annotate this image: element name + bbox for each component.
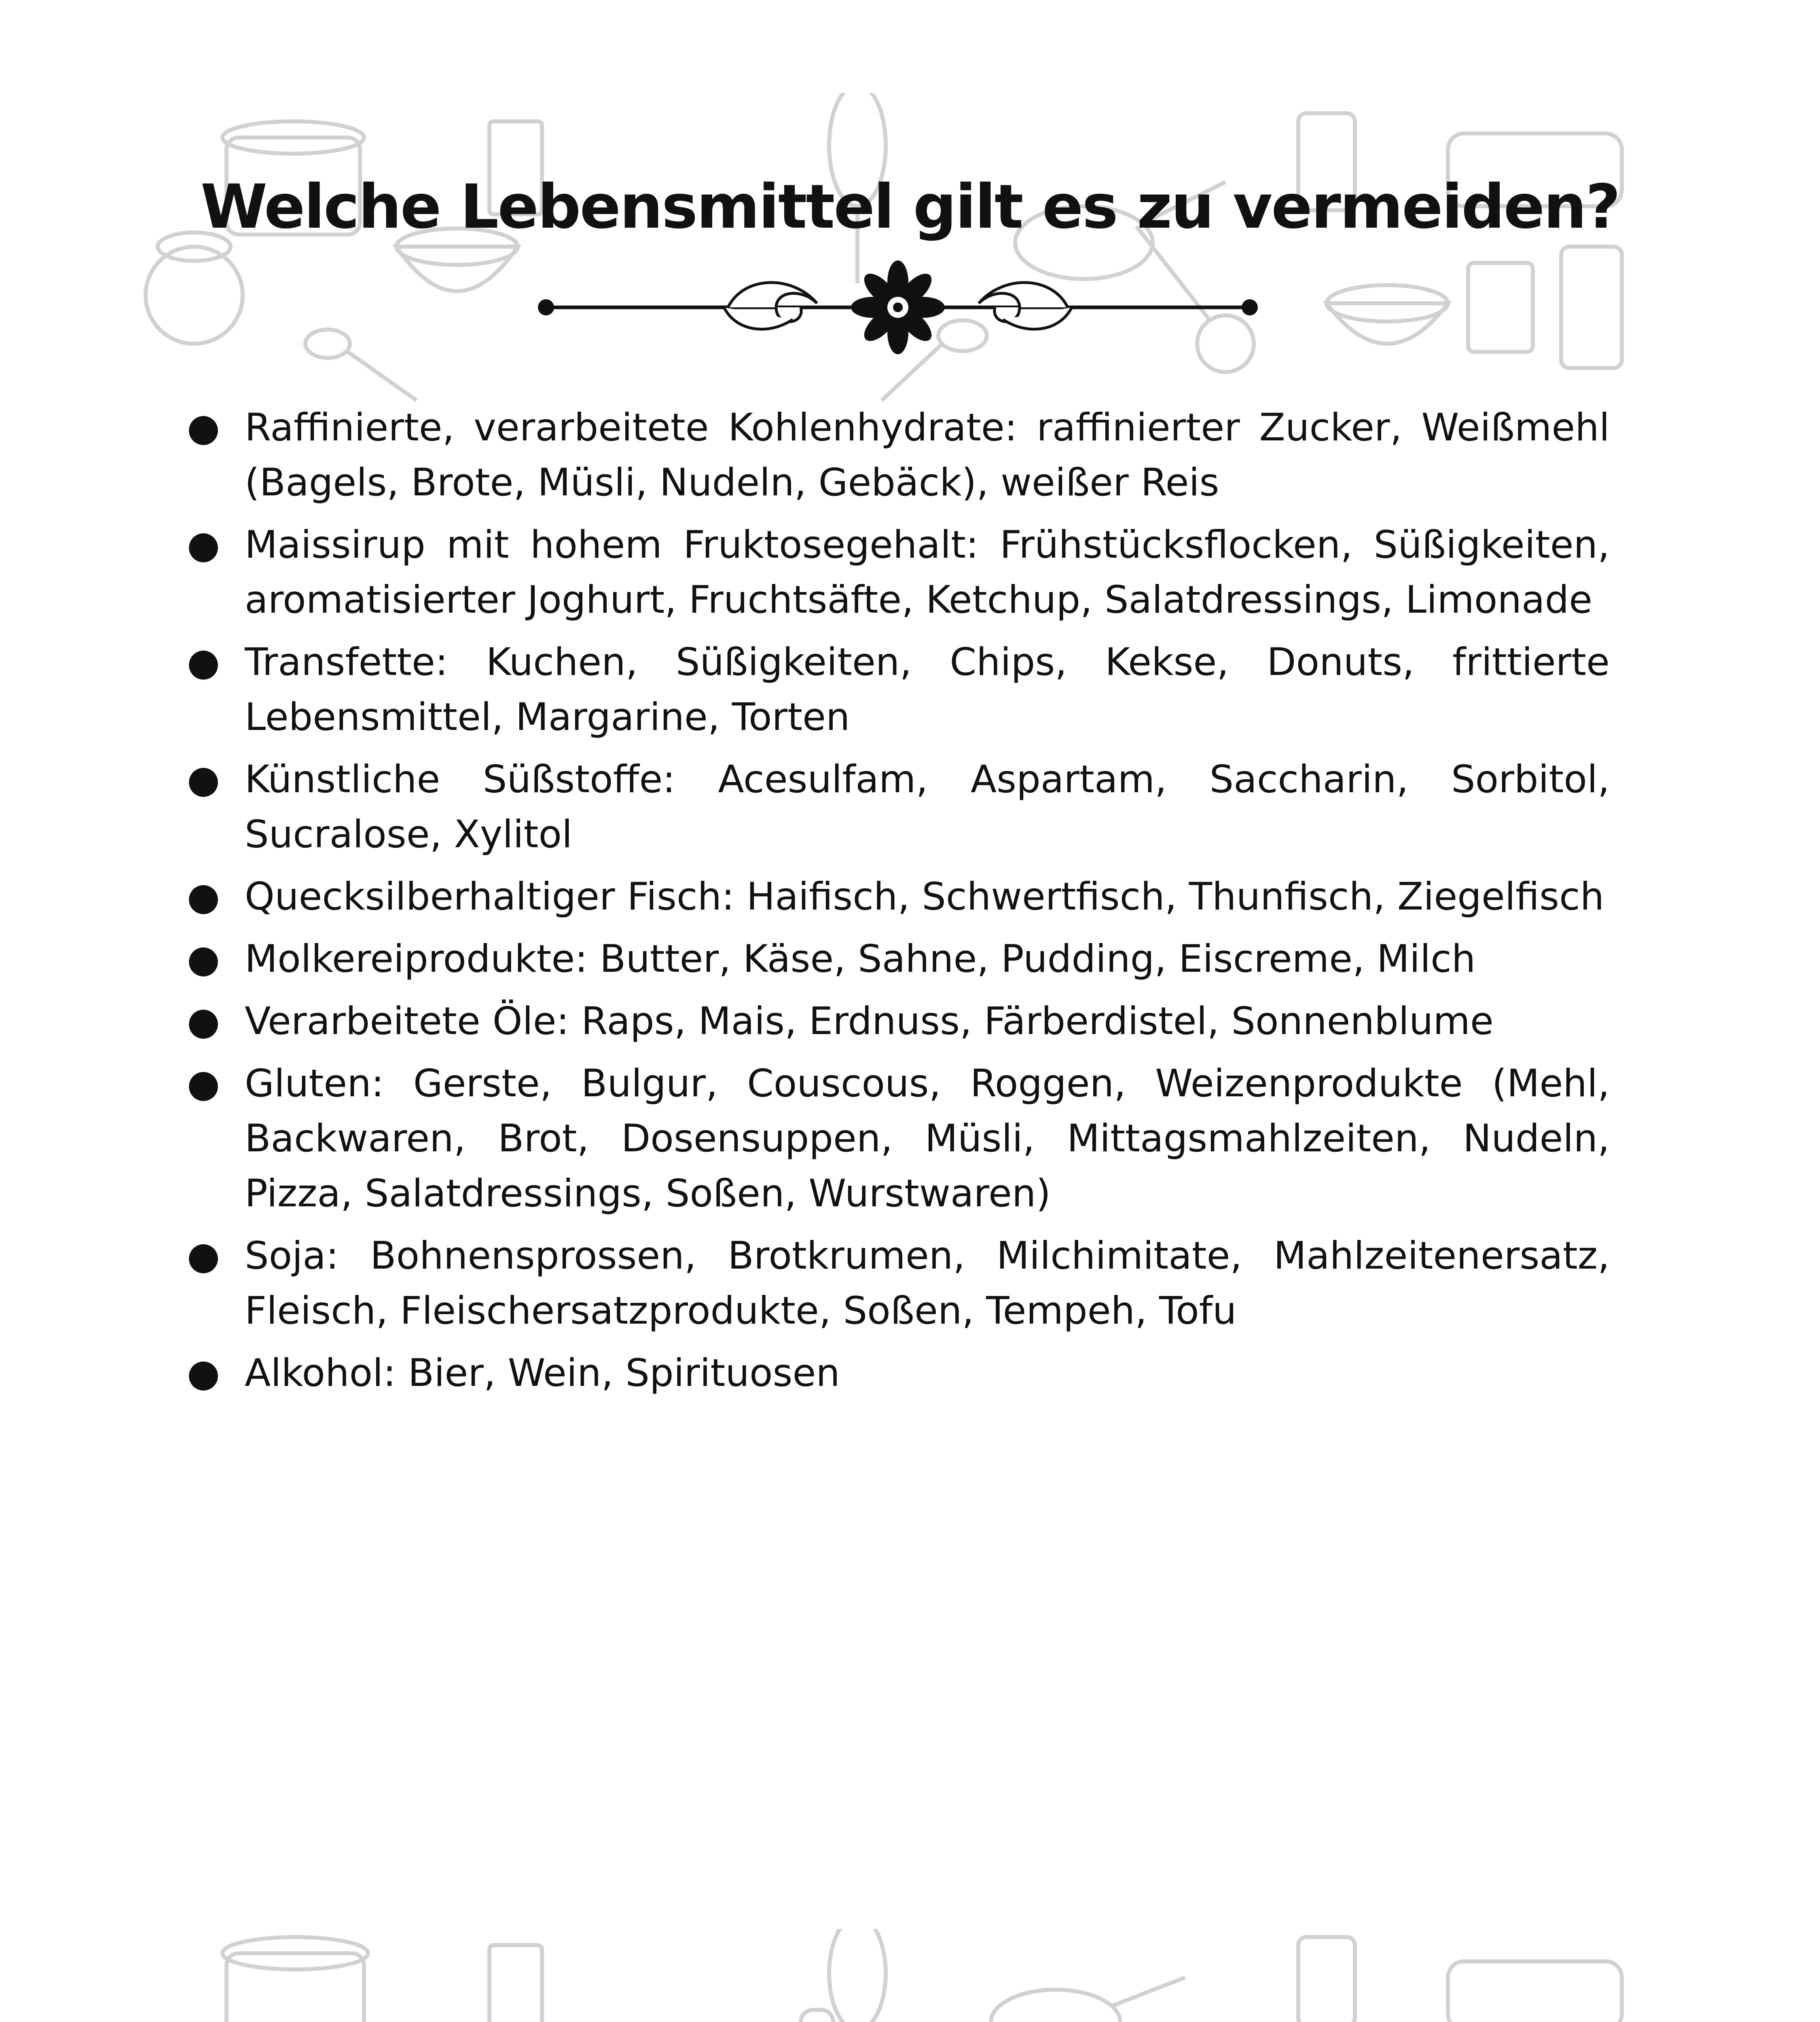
bullet-icon: ● <box>187 1351 220 1395</box>
list-item <box>178 869 1610 924</box>
bullet-icon: ● <box>187 999 220 1043</box>
list-item <box>178 518 1610 628</box>
kitchen-utensils-decoration-bottom <box>133 1929 1670 2022</box>
list-item-text: Gluten: Gerste, Bulgur, Couscous, Roggen, Weizenprodukte (Mehl, Backwaren, Brot, Dosensuppen, Müsli, Mittagsmahlzeiten, Nudeln, Pizza, Salatdressings, Soßen, Wurstwaren) <box>245 1062 1610 1216</box>
list-item-text: Soja: Bohnensprossen, Brotkrumen, Milchimitate, Mahlzeitenersatz, Fleisch, Fleischersatzprodukte, Soßen, Tempeh, Tofu <box>245 1234 1610 1333</box>
bullet-icon: ● <box>187 757 220 802</box>
list-item-text: Raffinierte, verarbeitete Kohlenhydrate: raffinierter Zucker, Weißmehl (Bagels, Brote, Müsli, Nudeln, Gebäck), weißer Reis <box>245 406 1610 505</box>
list-item <box>178 400 1610 510</box>
list-item-text: Verarbeitete Öle: Raps, Mais, Erdnuss, Färberdistel, Sonnenblume <box>245 999 1494 1043</box>
list-item <box>178 932 1610 987</box>
list-item <box>178 635 1610 745</box>
bullet-icon: ● <box>187 406 220 450</box>
list-item-text: Künstliche Süßstoffe: Acesulfam, Aspartam, Saccharin, Sorbitol, Sucralose, Xylitol <box>245 757 1610 857</box>
bullet-icon: ● <box>187 1234 220 1278</box>
list-item <box>178 1346 1610 1401</box>
content-area <box>178 400 1610 1408</box>
list-item-text: Quecksilberhaltiger Fisch: Haifisch, Schwertfisch, Thunfisch, Ziegelfisch <box>245 875 1604 919</box>
list-item <box>178 1056 1610 1221</box>
list-item <box>178 752 1610 862</box>
list-item-text: Alkohol: Bier, Wein, Spirituosen <box>245 1351 840 1395</box>
list-item <box>178 1229 1610 1339</box>
list-item-text: Molkereiprodukte: Butter, Käse, Sahne, Pudding, Eiscreme, Milch <box>245 937 1476 981</box>
list-item-text: Maissirup mit hohem Fruktosegehalt: Frühstücksflocken, Süßigkeiten, aromatisierter Joghurt, Fruchtsäfte, Ketchup, Salatdressings, Limonade <box>245 523 1610 622</box>
bullet-icon: ● <box>187 523 220 567</box>
list-item-text: Transfette: Kuchen, Süßigkeiten, Chips, Kekse, Donuts, frittierte Lebensmittel, Margarine, Torten <box>245 640 1610 739</box>
bullet-icon: ● <box>187 1062 220 1106</box>
bullet-icon: ● <box>187 937 220 981</box>
bullet-icon: ● <box>187 640 220 684</box>
flower-scroll-divider-icon <box>534 259 1262 356</box>
avoid-foods-list <box>178 400 1610 1401</box>
page-title: Welche Lebensmittel gilt es zu vermeiden? <box>200 172 1620 242</box>
list-item <box>178 994 1610 1049</box>
bullet-icon: ● <box>187 875 220 919</box>
